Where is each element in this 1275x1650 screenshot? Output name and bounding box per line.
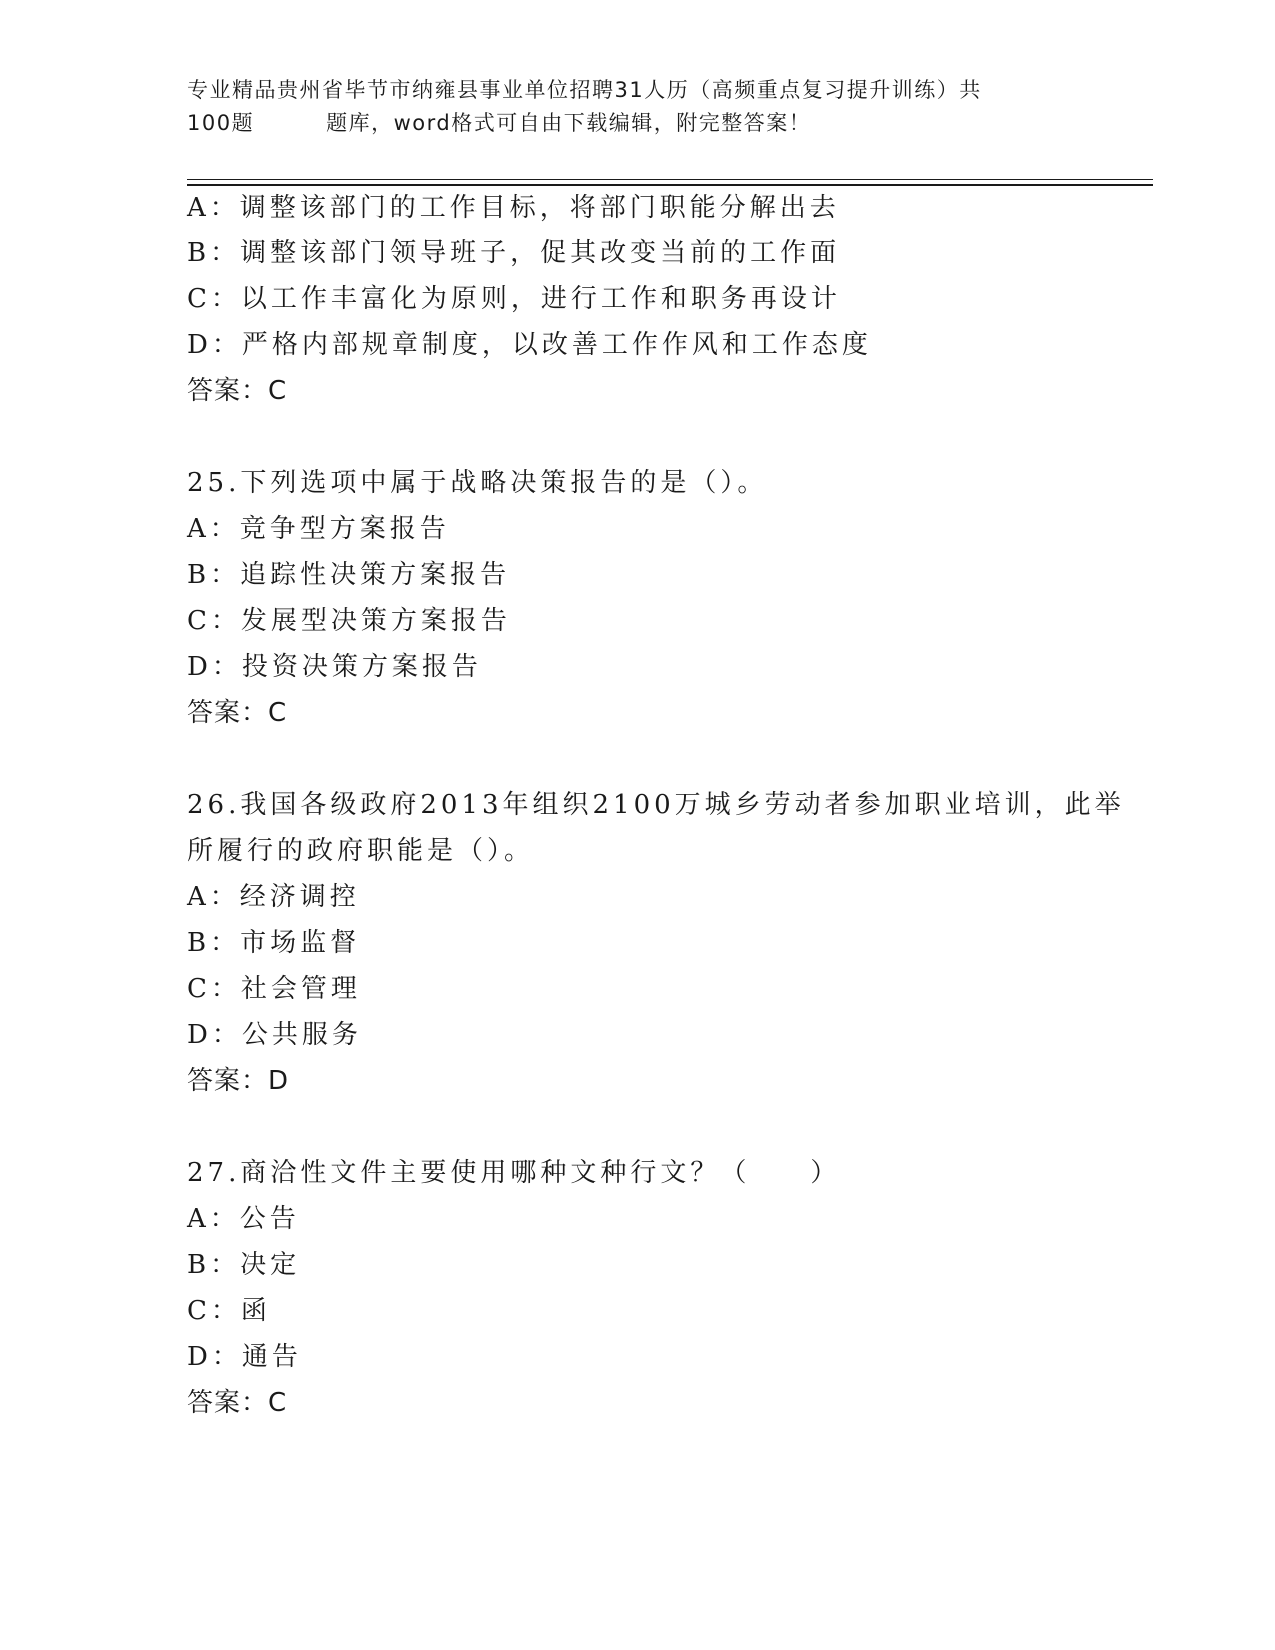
option-b: B：决定 bbox=[187, 1250, 301, 1280]
option-a: A：公告 bbox=[187, 1204, 300, 1234]
answer-line: 答案：C bbox=[187, 698, 288, 728]
header-description: 题库，word格式可自由下载编辑，附完整答案！ bbox=[326, 111, 812, 135]
option-a: A：经济调控 bbox=[187, 882, 360, 912]
option-d: D：投资决策方案报告 bbox=[187, 652, 482, 682]
header-title-line-1: 专业精品贵州省毕节市纳雍县事业单位招聘31人历（高频重点复习提升训练）共 bbox=[187, 78, 982, 102]
option-b: B：调整该部门领导班子，促其改变当前的工作面 bbox=[187, 238, 841, 268]
header-divider-thick bbox=[187, 184, 1153, 186]
option-d: D：公共服务 bbox=[187, 1020, 362, 1050]
option-a: A：竞争型方案报告 bbox=[187, 514, 450, 544]
option-a: A：调整该部门的工作目标，将部门职能分解出去 bbox=[187, 193, 840, 223]
option-c: C：发展型决策方案报告 bbox=[187, 606, 511, 636]
option-c: C：以工作丰富化为原则，进行工作和职务再设计 bbox=[187, 284, 841, 314]
option-c: C：社会管理 bbox=[187, 974, 361, 1004]
option-b: B：追踪性决策方案报告 bbox=[187, 560, 511, 590]
option-d: D：通告 bbox=[187, 1342, 302, 1372]
question-stem-continued: 所履行的政府职能是（）。 bbox=[187, 836, 535, 866]
option-d: D：严格内部规章制度，以改善工作作风和工作态度 bbox=[187, 330, 872, 360]
question-stem: 25.下列选项中属于战略决策报告的是（）。 bbox=[187, 468, 768, 498]
answer-line: 答案：C bbox=[187, 376, 288, 406]
question-stem: 26.我国各级政府2013年组织2100万城乡劳动者参加职业培训，此举 bbox=[187, 790, 1125, 820]
option-c: C：函 bbox=[187, 1296, 271, 1326]
option-b: B：市场监督 bbox=[187, 928, 361, 958]
answer-line: 答案：C bbox=[187, 1388, 288, 1418]
answer-line: 答案：D bbox=[187, 1066, 290, 1096]
header-divider-thin bbox=[187, 179, 1153, 180]
header-title-line-2 bbox=[187, 107, 1087, 140]
header-question-count: 100题 bbox=[187, 111, 255, 135]
document-header bbox=[187, 74, 1087, 140]
question-stem: 27.商洽性文件主要使用哪种文种行文？（ ） bbox=[187, 1158, 841, 1188]
